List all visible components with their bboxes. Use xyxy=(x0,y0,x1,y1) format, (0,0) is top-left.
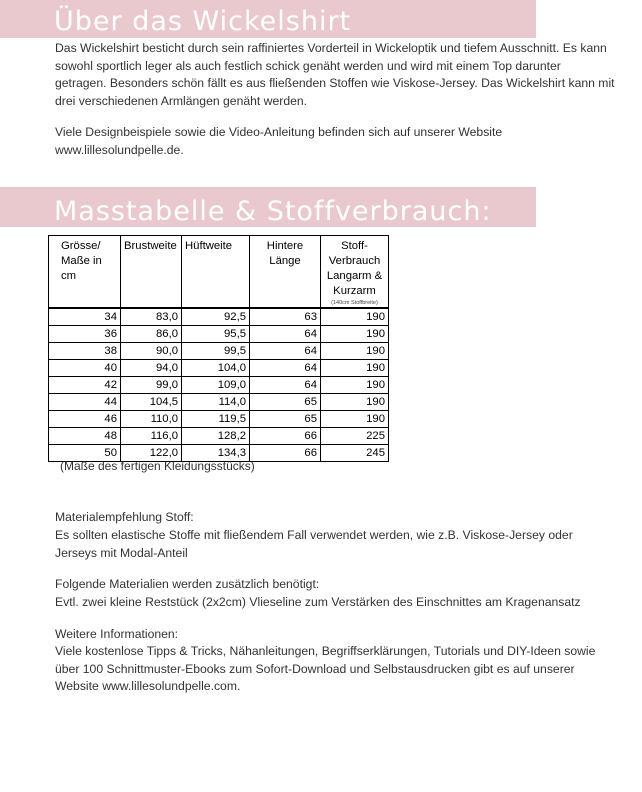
cell-chest: 86,0 xyxy=(121,326,182,343)
cell-chest: 94,0 xyxy=(121,360,182,377)
additional-text: Evtl. zwei kleine Reststück (2x2cm) Vlieseline zum Verstärken des Einschnittes am Kragenansatz xyxy=(55,595,581,609)
cell-hip: 134,3 xyxy=(182,445,250,462)
cell-fabric: 190 xyxy=(321,411,389,428)
cell-fabric: 190 xyxy=(321,360,389,377)
header-fabric-label: Stoff-Verbrauch Langarm & Kurzarm xyxy=(326,240,383,297)
header-size: Grösse/ Maße in cm xyxy=(49,236,121,309)
about-heading: Über das Wickelshirt xyxy=(54,6,352,37)
cell-size: 40 xyxy=(49,360,121,377)
table-caption: (Maße des fertigen Kleidungsstücks) xyxy=(60,459,255,473)
cell-chest: 104,5 xyxy=(121,394,182,411)
table-row xyxy=(49,411,389,428)
about-heading-band xyxy=(0,0,536,38)
cell-back-length: 66 xyxy=(250,428,321,445)
cell-back-length: 64 xyxy=(250,326,321,343)
cell-back-length: 65 xyxy=(250,394,321,411)
cell-size: 46 xyxy=(49,411,121,428)
cell-hip: 99,5 xyxy=(182,343,250,360)
cell-hip: 92,5 xyxy=(182,308,250,326)
cell-back-length: 64 xyxy=(250,343,321,360)
additional-title: Folgende Materialien werden zusätzlich benötigt: xyxy=(55,577,320,591)
cell-hip: 95,5 xyxy=(182,326,250,343)
cell-fabric: 245 xyxy=(321,445,389,462)
cell-hip: 104,0 xyxy=(182,360,250,377)
cell-back-length: 66 xyxy=(250,445,321,462)
header-chest: Brustweite xyxy=(121,236,182,309)
table-row xyxy=(49,343,389,360)
materials-title: Materialempfehlung Stoff: xyxy=(55,510,194,524)
cell-back-length: 63 xyxy=(250,308,321,326)
cell-hip: 128,2 xyxy=(182,428,250,445)
cell-back-length: 64 xyxy=(250,377,321,394)
info-text: Viele kostenlose Tipps & Tricks, Nähanleitungen, Begriffserklärungen, Tutorials und DIY-Ideen sowie über 100 Schnittmuster-Ebooks zum Sofort-Download und Selbstausdrucken gibt es auf unserer Website www.lillesolundpelle.com. xyxy=(55,644,596,693)
table-row xyxy=(49,326,389,343)
table-row xyxy=(49,377,389,394)
table-row xyxy=(49,360,389,377)
cell-chest: 122,0 xyxy=(121,445,182,462)
cell-size: 36 xyxy=(49,326,121,343)
cell-hip: 114,0 xyxy=(182,394,250,411)
cell-fabric: 190 xyxy=(321,394,389,411)
cell-size: 34 xyxy=(49,308,121,326)
cell-size: 48 xyxy=(49,428,121,445)
cell-chest: 110,0 xyxy=(121,411,182,428)
cell-fabric: 225 xyxy=(321,428,389,445)
cell-fabric: 190 xyxy=(321,377,389,394)
cell-chest: 90,0 xyxy=(121,343,182,360)
cell-back-length: 65 xyxy=(250,411,321,428)
table-row xyxy=(49,308,389,326)
table-heading-band xyxy=(0,187,536,227)
cell-fabric: 190 xyxy=(321,326,389,343)
cell-chest: 116,0 xyxy=(121,428,182,445)
info-title: Weitere Informationen: xyxy=(55,627,179,641)
cell-size: 50 xyxy=(49,445,121,462)
table-row xyxy=(49,428,389,445)
size-table-header-row xyxy=(49,236,389,309)
cell-hip: 109,0 xyxy=(182,377,250,394)
cell-size: 38 xyxy=(49,343,121,360)
cell-back-length: 64 xyxy=(250,360,321,377)
cell-chest: 83,0 xyxy=(121,308,182,326)
website-text: Viele Designbeispiele sowie die Video-Anleitung befinden sich auf unserer Website www.lillesolundpelle.de. xyxy=(55,125,503,157)
header-back-length: Hintere Länge xyxy=(250,236,321,309)
cell-size: 44 xyxy=(49,394,121,411)
size-table xyxy=(48,235,389,462)
cell-chest: 99,0 xyxy=(121,377,182,394)
materials-text: Es sollten elastische Stoffe mit fließendem Fall verwendet werden, wie z.B. Viskose-Jersey oder Jerseys mit Modal-Anteil xyxy=(55,528,573,560)
header-hip: Hüftweite xyxy=(182,236,250,309)
header-fabric xyxy=(321,236,389,309)
cell-fabric: 190 xyxy=(321,343,389,360)
cell-size: 42 xyxy=(49,377,121,394)
about-text: Das Wickelshirt besticht durch sein raffiniertes Vorderteil in Wickeloptik und tiefem Ausschnitt. Es kann sowohl sportlich leger als auch festlich schick genäht werden und wird mit einem Top darunter getragen. Besonders schön fällt es aus fließenden Stoffen wie Viskose-Jersey. Das Wickelshirt kann mit drei verschiedenen Armlängen genäht werden. xyxy=(55,41,615,108)
table-row xyxy=(49,394,389,411)
cell-fabric: 190 xyxy=(321,308,389,326)
fabric-width-note: (140cm Stoffbreite) xyxy=(331,300,378,306)
table-heading: Masstabelle & Stoffverbrauch: xyxy=(54,196,492,227)
cell-hip: 119,5 xyxy=(182,411,250,428)
